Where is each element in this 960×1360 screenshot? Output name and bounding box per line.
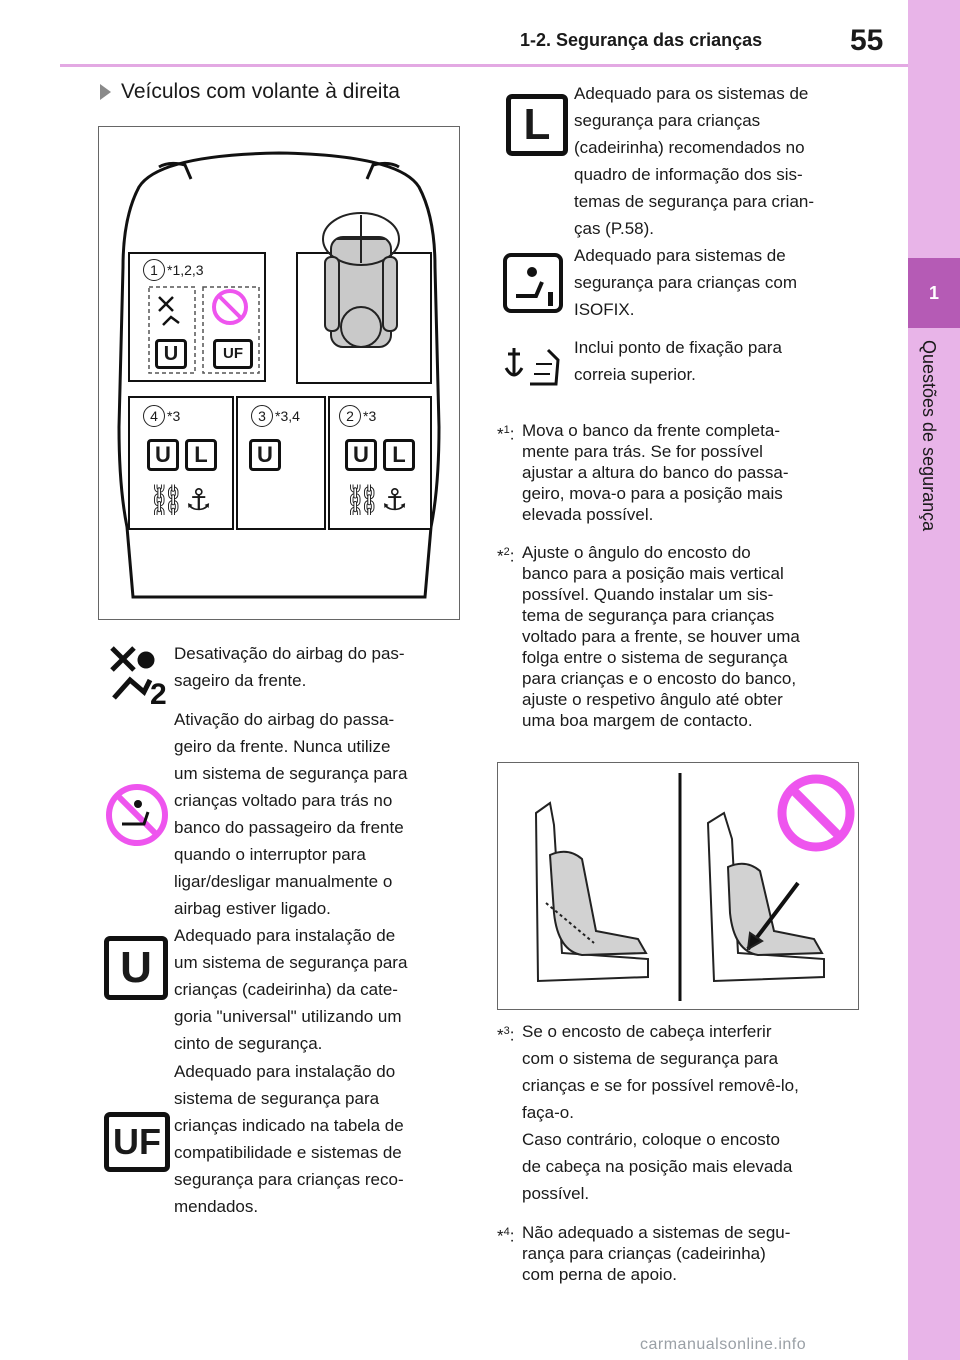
seat-angle-illustration: [498, 763, 858, 1009]
legend-line: Adequado para os sistemas de: [574, 84, 809, 103]
seat-notes: *3: [363, 408, 377, 424]
seat-number: 4: [143, 405, 165, 427]
chapter-side-tab: [908, 0, 960, 1360]
note-marker-number: 2: [503, 546, 510, 558]
legend-uf-category: [174, 1058, 404, 1220]
legend-line: temas de segurança para crian-: [574, 192, 815, 211]
u-badge-icon: U: [104, 936, 168, 1000]
seat-notes: *3,4: [275, 408, 300, 424]
header-rule: [60, 64, 908, 67]
top-tether-icon: [500, 334, 566, 400]
legend-line: Adequado para instalação de: [174, 926, 396, 945]
seat-1-badges: [155, 339, 253, 369]
note-marker-number: 3: [503, 1025, 510, 1037]
legend-line: correia superior.: [574, 365, 696, 384]
note-line: para crianças e o encosto do banco,: [522, 669, 797, 688]
legend-line: quadro de informação dos sis-: [574, 165, 803, 184]
legend-line: segurança para crianças com: [574, 273, 798, 292]
legend-line: cinto de segurança.: [174, 1034, 323, 1053]
legend-line: (cadeirinha) recomendados no: [574, 138, 805, 157]
note-line: crianças e se for possível removê-lo,: [522, 1076, 799, 1095]
note-line: mente para trás. Se for possível: [522, 442, 763, 461]
l-badge-icon: L: [506, 94, 568, 156]
note-line: possível.: [522, 1184, 590, 1203]
seat-diagram: [98, 126, 460, 620]
car-outline: [99, 127, 459, 619]
note-line: ajustar a altura do banco do passa-: [522, 463, 789, 482]
legend-line: goria "universal" utilizando um: [174, 1007, 402, 1026]
legend-line: airbag estiver ligado.: [174, 899, 331, 918]
seat-notes: *1,2,3: [167, 262, 204, 278]
isofix-tether-icon: ⛓⚓: [147, 484, 212, 517]
seat-1-label: [143, 259, 204, 281]
note-line: banco para a posição mais vertical: [522, 564, 784, 583]
u-badge-icon: U: [249, 439, 281, 471]
legend-line: sistema de segurança para: [174, 1089, 380, 1108]
seat-2-label: [339, 405, 376, 427]
seat-2-badges: [345, 439, 415, 471]
subheading: [100, 80, 400, 104]
subheading-text: Veículos com volante à direita: [121, 80, 400, 103]
u-badge-icon: U: [147, 439, 179, 471]
note-line: tema de segurança para crianças: [522, 606, 775, 625]
incorrect-seat-icon: [708, 813, 824, 981]
note-marker: *$^3$:: [497, 1025, 515, 1045]
no-rear-facing-icon: [104, 782, 170, 848]
airbag-off-icon: [104, 640, 170, 706]
legend-u-category: [174, 922, 407, 1057]
correct-seat-icon: [536, 803, 648, 981]
section-title: 1-2. Segurança das crianças: [520, 30, 763, 50]
prohibit-icon: [793, 790, 839, 836]
note-line: elevada possível.: [522, 505, 654, 524]
note-line: ajuste o respetivo ângulo até obter: [522, 690, 783, 709]
seat-3-badges: [249, 439, 281, 471]
seat-number: 3: [251, 405, 273, 427]
legend-airbag-off: [174, 640, 405, 694]
note-marker-number: 4: [503, 1226, 510, 1238]
svg-text:2: 2: [150, 678, 167, 706]
uf-badge-icon: UF: [104, 1112, 170, 1172]
note-1: [497, 420, 877, 530]
u-badge-icon: U: [155, 339, 187, 369]
legend-line: mendados.: [174, 1197, 259, 1216]
legend-line: quando o interruptor para: [174, 845, 366, 864]
legend-line: ças (P.58).: [574, 219, 655, 238]
legend-line: crianças voltado para trás no: [174, 791, 393, 810]
legend-isofix: [574, 242, 797, 323]
legend-no-rear-facing: [174, 706, 407, 922]
seat-4-label: [143, 405, 180, 427]
note-marker: *$^2$:: [497, 546, 515, 566]
legend-line: Ativação do airbag do passa-: [174, 710, 395, 729]
note-line: folga entre o sistema de segurança: [522, 648, 788, 667]
uf-badge-icon: UF: [213, 339, 253, 369]
legend-line: um sistema de segurança para: [174, 953, 408, 972]
note-line: Ajuste o ângulo do encosto do: [522, 543, 751, 562]
legend-line: compatibilidade e sistemas de: [174, 1143, 402, 1162]
note-line: uma boa margem de contacto.: [522, 711, 753, 730]
l-badge-icon: L: [185, 439, 217, 471]
seat-4-badges: [147, 439, 217, 471]
seat-angle-figure: [497, 762, 859, 1010]
note-line: geiro, mova-o para a posição mais: [522, 484, 783, 503]
legend-line: ligar/desligar manualmente o: [174, 872, 393, 891]
isofix-icon: [502, 252, 564, 314]
chapter-label: Questões de segurança: [919, 340, 939, 532]
note-4: [497, 1222, 877, 1292]
seat-number: 1: [143, 259, 165, 281]
note-line: com o sistema de segurança para: [522, 1049, 779, 1068]
seat-number: 2: [339, 405, 361, 427]
legend-line: Desativação do airbag do pas-: [174, 644, 405, 663]
note-line: Se o encosto de cabeça interferir: [522, 1022, 772, 1041]
watermark: carmanualsonline.info: [640, 1336, 807, 1353]
note-line: de cabeça na posição mais elevada: [522, 1157, 793, 1176]
note-line: Mova o banco da frente completa-: [522, 421, 780, 440]
legend-line: segurança para crianças: [574, 111, 761, 130]
bullet-triangle-icon: [100, 84, 111, 100]
note-line: possível. Quando instalar um sis-: [522, 585, 774, 604]
legend-line: crianças indicado na tabela de: [174, 1116, 404, 1135]
note-line: Caso contrário, coloque o encosto: [522, 1130, 780, 1149]
driver-figure-icon: [323, 213, 399, 347]
note-marker: *$^4$:: [497, 1226, 515, 1246]
chapter-number: 1: [908, 258, 960, 328]
legend-line: crianças (cadeirinha) da cate-: [174, 980, 398, 999]
note-marker: *$^1$:: [497, 424, 515, 444]
note-line: rança para crianças (cadeirinha): [522, 1244, 766, 1263]
legend-top-tether: [574, 334, 782, 388]
legend-line: Inclui ponto de fixação para: [574, 338, 782, 357]
page-number: 55: [850, 24, 884, 57]
seat-notes: *3: [167, 408, 181, 424]
note-marker-number: 1: [503, 424, 510, 436]
u-badge-icon: U: [345, 439, 377, 471]
legend-line: ISOFIX.: [574, 300, 635, 319]
legend-line: banco do passageiro da frente: [174, 818, 404, 837]
legend-line: Adequado para instalação do: [174, 1062, 396, 1081]
note-line: Não adequado a sistemas de segu-: [522, 1223, 791, 1242]
legend-l-category: [574, 80, 814, 242]
note-line: com perna de apoio.: [522, 1265, 677, 1284]
note-line: faça-o.: [522, 1103, 574, 1122]
note-line: voltado para a frente, se houver uma: [522, 627, 800, 646]
legend-line: segurança para crianças reco-: [174, 1170, 404, 1189]
isofix-tether-icon: ⛓⚓: [343, 484, 408, 517]
l-badge-icon: L: [383, 439, 415, 471]
seat-3-label: [251, 405, 300, 427]
legend-line: um sistema de segurança para: [174, 764, 408, 783]
legend-line: geiro da frente. Nunca utilize: [174, 737, 391, 756]
legend-line: sageiro da frente.: [174, 671, 307, 690]
legend-line: Adequado para sistemas de: [574, 246, 786, 265]
note-2: [497, 542, 877, 742]
note-3: [497, 1018, 877, 1208]
